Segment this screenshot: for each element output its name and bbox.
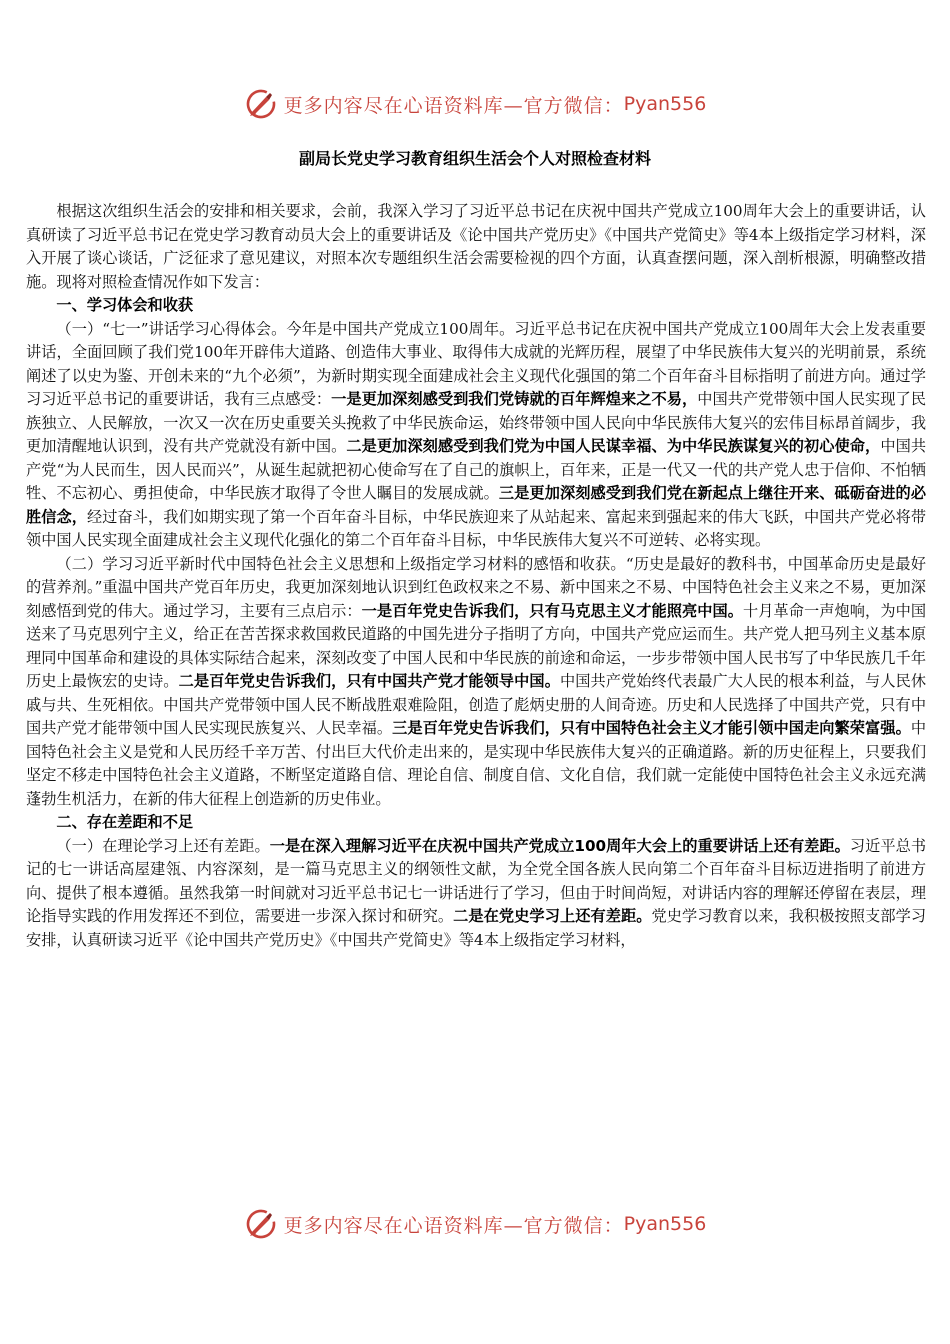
watermark-banner-top xyxy=(0,86,950,122)
section-heading-1: 一、学习体会和收获 xyxy=(56,296,194,314)
bold-point-3: 三是百年党史告诉我们，只有中国特色社会主义才能引领中国走向繁荣富强。 xyxy=(392,719,911,737)
bold-point-1: 一是百年党史告诉我们，只有马克思主义才能照亮中国。 xyxy=(361,601,744,620)
text-run: （一）在理论学习上还有差距。 xyxy=(56,836,270,855)
text-run: 十月革命一声炮响，为中国送来了马克思列宁主义，给正在苦苦探求救国救民道路的中国先进分子指明了方向，中国共产党应运而生。共产党人把马列主义基本原理同中国革命和建设的具体实际结合起来，深刻改变了中国人民和中华民族的前途和命运，一步步带领中国人民书写了中华民族几千年历史上最恢宏的史诗。 xyxy=(26,601,927,690)
text-run: 党史学习教育以来，我积极按照支部学习安排，认真研读习近平《论中国共产党历史》《中国共产党简史》等4本上级指定学习材料， xyxy=(26,907,927,949)
brush-pen-logo-icon xyxy=(244,87,278,121)
paragraph-qiyi-speech xyxy=(26,318,926,553)
text-run: 中国特色社会主义是党和人民历经千辛万苦、付出巨大代价走出来的，是实现中华民族伟大复兴的正确道路。新的历史征程上，只要我们坚定不移走中国特色社会主义道路，不断坚定道路自信、理论自信、制度自信、文化自信，我们就一定能使中国特色社会主义永远充满蓬勃生机活力，在新的伟大征程上创造新的历史伟业。 xyxy=(26,719,927,808)
bold-point-2: 二是更加深刻感受到我们党为中国人民谋幸福、为中华民族谋复兴的初心使命， xyxy=(346,437,881,455)
bold-point-2: 二是在党史学习上还有差距。 xyxy=(453,907,652,925)
intro-paragraph: 根据这次组织生活会的安排和相关要求，会前，我深入学习了习近平总书记在庆祝中国共产党成立100周年大会上的重要讲话，认真研读了习近平总书记在党史学习教育动员大会上的重要讲话及《论中国共产党历史》《中国共产党简史》等4本上级指定学习材料，深入开展了谈心谈话，广泛征求了意见建议，对照本次专题组织生活会需要检视的四个方面，认真查摆问题，深入剖析根源，明确整改措施。现将对照检查情况作如下发言： xyxy=(26,202,926,291)
text-run: 习近平总书记的七一讲话高屋建瓴、内容深刻，是一篇马克思主义的纲领性文献，为全党全国各族人民向第二个百年奋斗目标迈进指明了前进方向、提供了根本遵循。虽然我第一时间就对习近平总书记七一讲话进行了学习，但由于时间尚短，对讲话内容的理解还停留在表层，理论指导实践的作用发挥还不到位，需要进一步深入探讨和研究。 xyxy=(26,836,927,925)
text-run: 经过奋斗，我们如期实现了第一个百年奋斗目标，中华民族迎来了从站起来、富起来到强起来的伟大飞跃，中国共产党必将带领中国人民实现全面建成社会主义现代化强化的第二个百年奋斗目标，中华民族伟大复兴不可逆转、必将实现。 xyxy=(26,507,927,549)
bold-point-1: 一是在深入理解习近平在庆祝中国共产党成立100周年大会上的重要讲话上还有差距。 xyxy=(269,836,850,855)
text-run: 中国共产党“为人民而生，因人民而兴”，从诞生起就把初心使命写在了自己的旗帜上，百年来，正是一代又一代的共产党人忠于信仰、不怕牺牲、不忘初心、勇担使命，中华民族才取得了令世人瞩目的发展成就。 xyxy=(26,437,927,502)
document-body xyxy=(26,200,926,952)
banner-wechat-handle: Pyan556 xyxy=(623,1213,707,1235)
brush-pen-logo-icon xyxy=(244,1207,278,1241)
text-run: 中国共产党带领中国人民实现了民族独立、人民解放，一次又一次在历史重要关头挽救了中华民族命运，始终带领中国人民向中华民族伟大复兴的宏伟目标昂首阔步，我更加清醒地认识到，没有共产党就没有新中国。 xyxy=(26,390,927,455)
bold-point-1: 一是更加深刻感受到我们党铸就的百年辉煌来之不易， xyxy=(331,390,698,408)
paragraph-study-insights xyxy=(26,553,926,812)
text-run: 中国共产党始终代表最广大人民的根本利益，与人民休戚与共、生死相依。中国共产党带领中国人民不断战胜艰难险阻，创造了彪炳史册的人间奇迹。历史和人民选择了中国共产党，只有中国共产党才能带领中国人民实现民族复兴、人民幸福。 xyxy=(26,672,927,737)
bold-point-3: 三是更加深刻感受到我们党在新起点上继往开来、砥砺奋进的必胜信念， xyxy=(26,484,927,526)
watermark-banner-bottom xyxy=(0,1206,950,1242)
paragraph-theory-gaps xyxy=(26,835,926,953)
banner-text: 更多内容尽在心语资料库—官方微信： xyxy=(283,94,624,117)
text-run: （二）学习习近平新时代中国特色社会主义思想和上级指定学习材料的感悟和收获。“历史是最好的教科书，中国革命历史是最好的营养剂。”重温中国共产党百年历史，我更加深刻地认识到红色政权来之不易、新中国来之不易、中国特色社会主义来之不易，更加深刻感悟到党的伟大。通过学习，主要有三点启示： xyxy=(26,554,926,620)
banner-wechat-handle: Pyan556 xyxy=(623,93,707,115)
text-run: （一）“七一”讲话学习心得体会。今年是中国共产党成立100周年。习近平总书记在庆祝中国共产党成立100周年大会上发表重要讲话，全面回顾了我们党100年开辟伟大道路、创造伟大事业、取得伟大成就的光辉历程，展望了中华民族伟大复兴的光明前景，系统阐述了以史为鉴、开创未来的“九个必须”，为新时期实现全面建成社会主义现代化强国的第二个百年奋斗目标指明了前进方向。通过学习习近平总书记的重要讲话，我有三点感受： xyxy=(26,319,926,408)
document-title: 副局长党史学习教育组织生活会个人对照检查材料 xyxy=(298,149,651,168)
section-heading-2: 二、存在差距和不足 xyxy=(56,813,194,831)
bold-point-2: 二是百年党史告诉我们，只有中国共产党才能领导中国。 xyxy=(178,672,560,690)
banner-text: 更多内容尽在心语资料库—官方微信： xyxy=(283,1214,624,1237)
